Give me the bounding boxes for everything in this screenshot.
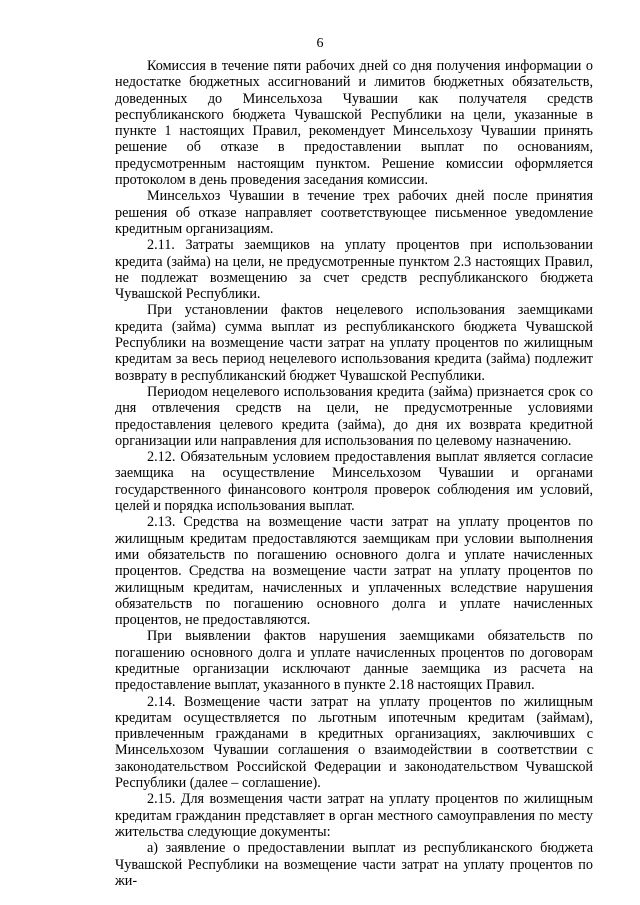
- paragraph-misuse-refund: При установлении фактов нецелевого использования заемщиками кредита (займа) сумма выплат из республиканского бюджета Чувашской Республики на возмещение части затрат на уплату процентов по жилищным кредитам за весь период нецелевого использования кредита (займа) подлежит возврату в республиканский бюджет Чувашской Республики.: [115, 302, 593, 384]
- paragraph-refusal-notice: Минсельхоз Чувашии в течение трех рабочих дней после принятия решения об отказе направляет соответствующее письменное уведомление кредитным организациям.: [115, 188, 593, 237]
- paragraph-2-14: 2.14. Возмещение части затрат на уплату процентов по жилищным кредитам осуществляется по льготным ипотечным кредитам (займам), привлеченным гражданами в кредитных организациях, заключивших с Минсельхозом Чувашии соглашения о взаимодействии в соответствии с законодательством Российской Федерации и законодательством Чувашской Республики (далее – соглашение).: [115, 693, 593, 792]
- paragraph-2-12: 2.12. Обязательным условием предоставления выплат является согласие заемщика на осуществление Минсельхозом Чувашии и органами государственного финансового контроля проверок соблюдения им условий, целей и порядка использования выплат.: [115, 449, 593, 515]
- paragraph-violations: При выявлении фактов нарушения заемщиками обязательств по погашению основного долга и уплате начисленных процентов по договорам кредитные организации исключают данные заемщика из расчета на предоставление выплат, указанного в пункте 2.18 настоящих Правил.: [115, 628, 593, 694]
- paragraph-2-13: 2.13. Средства на возмещение части затрат на уплату процентов по жилищным кредитам предоставляются заемщикам при условии выполнения ими обязательств по погашению основного долга и уплате начисленных процентов. Средства на возмещение части затрат на уплату процентов по жилищным кредитам, начисленных и уплаченных вследствие нарушения обязательств по погашению основного долга и уплате начисленных процентов, не предоставляются.: [115, 514, 593, 629]
- page-number: 6: [316, 36, 324, 51]
- paragraph-misuse-period: Периодом нецелевого использования кредита (займа) признается срок со дня отвлечения средств на цели, не предусмотренные условиями предоставления целевого кредита (займа), до дня их возврата кредитной организации или направления для использования по целевому назначению.: [115, 383, 593, 449]
- paragraph-item-a: а) заявление о предоставлении выплат из республиканского бюджета Чувашской Республики на возмещение части затрат на уплату процентов по жи-: [115, 840, 593, 889]
- paragraph-commission-decision: Комиссия в течение пяти рабочих дней со дня получения информации о недостатке бюджетных ассигнований и лимитов бюджетных обязательств, доведенных до Минсельхоза Чувашии как получателя средств республиканского бюджета Чувашской Республики на цели, указанные в пункте 1 настоящих Правил, рекомендует Минсельхозу Чувашии принять решение об отказе в предоставлении выплат по основаниям, предусмотренным настоящим пунктом. Решение комиссии оформляется протоколом в день проведения заседания комиссии.: [115, 58, 593, 189]
- document-body: [115, 58, 593, 889]
- paragraph-2-15: 2.15. Для возмещения части затрат на уплату процентов по жилищным кредитам гражданин представляет в орган местного самоуправления по месту жительства следующие документы:: [115, 791, 593, 840]
- paragraph-2-11: 2.11. Затраты заемщиков на уплату процентов при использовании кредита (займа) на цели, не предусмотренные пунктом 2.3 настоящих Правил, не подлежат возмещению за счет средств республиканского бюджета Чувашской Республики.: [115, 237, 593, 303]
